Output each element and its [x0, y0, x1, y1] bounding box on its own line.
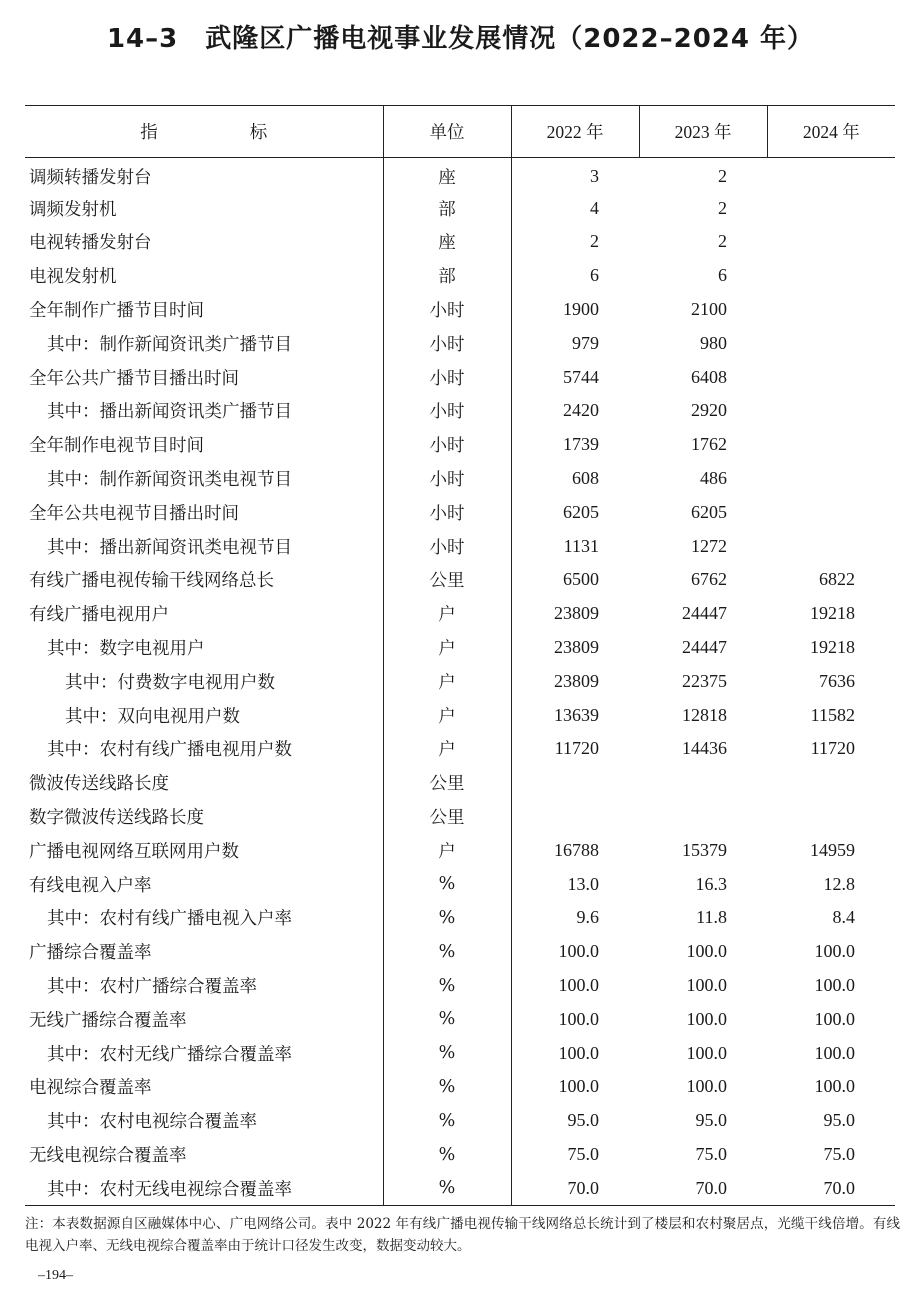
row-value-2024: 12.8	[823, 873, 855, 894]
row-value-2022: 95.0	[567, 1110, 599, 1131]
row-value-2023: 100.0	[686, 1042, 727, 1063]
table-row	[25, 732, 895, 766]
row-value-2022: 100.0	[558, 975, 599, 996]
row-value-2023: 15379	[682, 839, 727, 860]
row-unit: 小时	[383, 360, 511, 394]
row-value-2023: 1272	[691, 535, 727, 556]
row-value-2023: 100.0	[686, 941, 727, 962]
row-value-2024	[767, 158, 895, 192]
row-indicator: 有线广播电视传输干线网络总长	[25, 563, 383, 597]
row-value-2022: 1131	[563, 535, 599, 556]
row-indicator: 广播电视网络互联网用户数	[25, 833, 383, 867]
table-row	[25, 800, 895, 834]
row-value-2022: 3	[590, 166, 599, 187]
row-value-2024: 100.0	[814, 1008, 855, 1029]
table-row	[25, 935, 895, 969]
table-row	[25, 664, 895, 698]
row-value-2024	[767, 259, 895, 293]
row-value-2022: 11720	[554, 738, 599, 759]
table-row	[25, 901, 895, 935]
row-value-2023: 2920	[691, 400, 727, 421]
table-row	[25, 1138, 895, 1172]
table-row	[25, 1070, 895, 1104]
row-value-2024: 7636	[819, 670, 855, 691]
row-unit: 座	[383, 158, 511, 192]
row-value-2022: 23809	[554, 670, 599, 691]
table-row	[25, 529, 895, 563]
table-row	[25, 428, 895, 462]
row-unit: 公里	[383, 766, 511, 800]
row-value-2023: 1762	[691, 434, 727, 455]
row-value-2022: 1739	[563, 434, 599, 455]
row-unit: %	[383, 969, 511, 1003]
row-value-2022: 13639	[554, 704, 599, 725]
row-value-2024: 100.0	[814, 941, 855, 962]
row-value-2022: 70.0	[511, 1171, 639, 1205]
table-row	[25, 158, 895, 192]
row-unit: 户	[383, 833, 511, 867]
row-indicator: 其中：制作新闻资讯类广播节目	[25, 326, 383, 360]
row-indicator: 其中：农村广播综合覆盖率	[25, 969, 383, 1003]
row-indicator: 其中：双向电视用户数	[25, 698, 383, 732]
table-row	[25, 766, 895, 800]
row-unit: %	[383, 1138, 511, 1172]
row-unit: %	[383, 1104, 511, 1138]
row-indicator: 电视转播发射台	[25, 225, 383, 259]
row-indicator: 全年公共电视节目播出时间	[25, 495, 383, 529]
row-unit: 小时	[383, 293, 511, 327]
row-value-2024: 14959	[810, 839, 855, 860]
row-value-2022: 2420	[563, 400, 599, 421]
table-row	[25, 462, 895, 496]
row-value-2022: 23809	[554, 637, 599, 658]
row-value-2022: 13.0	[567, 873, 599, 894]
row-value-2024: 100.0	[814, 1076, 855, 1097]
row-unit: 户	[383, 597, 511, 631]
row-value-2022: 100.0	[558, 1042, 599, 1063]
row-value-2022	[511, 766, 639, 800]
row-indicator: 其中：农村无线广播综合覆盖率	[25, 1036, 383, 1070]
row-unit: %	[383, 901, 511, 935]
header-indicator	[25, 106, 383, 158]
row-indicator: 其中：播出新闻资讯类广播节目	[25, 394, 383, 428]
row-value-2022: 2	[590, 231, 599, 252]
row-value-2023: 2	[718, 231, 727, 252]
row-value-2023: 95.0	[695, 1110, 727, 1131]
table-row	[25, 631, 895, 665]
table-row	[25, 495, 895, 529]
table-row	[25, 191, 895, 225]
table-row	[25, 1002, 895, 1036]
row-value-2023: 2100	[691, 299, 727, 320]
row-value-2022: 75.0	[567, 1144, 599, 1164]
row-value-2023: 11.8	[696, 907, 727, 928]
row-value-2023: 6408	[691, 366, 727, 387]
table-body	[25, 158, 895, 1206]
row-value-2022: 100.0	[558, 941, 599, 962]
row-unit: 小时	[383, 394, 511, 428]
row-value-2023: 100.0	[686, 1076, 727, 1097]
row-value-2022: 1900	[563, 299, 599, 320]
row-value-2024: 8.4	[832, 907, 855, 928]
row-value-2023: 6205	[691, 501, 727, 522]
page-title: 14–3 武隆区广播电视事业发展情况（2022–2024 年）	[106, 24, 815, 54]
header-unit: 单位	[383, 106, 511, 158]
row-indicator: 广播综合覆盖率	[25, 935, 383, 969]
row-unit: 公里	[383, 563, 511, 597]
row-value-2023: 6762	[691, 569, 727, 590]
row-unit: 户	[383, 698, 511, 732]
row-unit: 小时	[383, 529, 511, 563]
table-row	[25, 326, 895, 360]
header-year-2022: 2022 年	[511, 106, 639, 158]
header-year-2024: 2024 年	[767, 106, 895, 158]
row-unit: 户	[383, 664, 511, 698]
row-value-2022: 9.6	[576, 907, 599, 928]
row-indicator: 调频发射机	[25, 191, 383, 225]
row-value-2024: 100.0	[814, 975, 855, 996]
row-unit: 户	[383, 631, 511, 665]
data-table	[25, 105, 895, 1206]
row-value-2024: 75.0	[823, 1144, 855, 1164]
table-header-row	[25, 106, 895, 158]
row-value-2024: 6822	[819, 569, 855, 590]
row-value-2023: 2	[718, 166, 727, 187]
row-indicator: 其中：农村有线广播电视用户数	[25, 732, 383, 766]
row-indicator: 其中：付费数字电视用户数	[25, 664, 383, 698]
table-row	[25, 360, 895, 394]
row-unit: 公里	[383, 800, 511, 834]
row-value-2022: 6500	[563, 569, 599, 590]
row-unit: %	[383, 935, 511, 969]
row-value-2023	[639, 766, 767, 800]
header-year-2023: 2023 年	[639, 106, 767, 158]
row-unit: %	[383, 1036, 511, 1070]
row-indicator: 电视综合覆盖率	[25, 1070, 383, 1104]
row-value-2022: 608	[572, 468, 599, 489]
row-value-2023: 16.3	[695, 873, 727, 894]
table-row	[25, 1104, 895, 1138]
row-value-2023	[639, 800, 767, 834]
row-unit: %	[383, 1002, 511, 1036]
row-indicator: 其中：农村无线电视综合覆盖率	[25, 1171, 383, 1205]
row-unit: %	[383, 1171, 511, 1205]
row-indicator: 电视发射机	[25, 259, 383, 293]
row-value-2023: 70.0	[639, 1171, 767, 1205]
row-value-2023: 6	[718, 265, 727, 286]
row-indicator: 有线广播电视用户	[25, 597, 383, 631]
row-indicator: 全年制作广播节目时间	[25, 293, 383, 327]
table-row	[25, 225, 895, 259]
row-value-2023: 12818	[682, 704, 727, 725]
row-value-2023: 14436	[682, 738, 727, 759]
table-row	[25, 563, 895, 597]
table-row	[25, 698, 895, 732]
row-value-2022: 23809	[554, 603, 599, 624]
row-value-2022: 100.0	[558, 1008, 599, 1029]
row-indicator: 微波传送线路长度	[25, 766, 383, 800]
table-row	[25, 969, 895, 1003]
row-unit: 小时	[383, 428, 511, 462]
header-indicator-char-2: 标	[249, 123, 268, 143]
row-indicator: 有线电视入户率	[25, 867, 383, 901]
row-value-2023: 486	[700, 468, 727, 489]
row-value-2024	[767, 293, 895, 327]
page-number: –194–	[38, 1268, 73, 1283]
table-row	[25, 597, 895, 631]
row-value-2023: 100.0	[686, 975, 727, 996]
row-value-2024	[767, 191, 895, 225]
row-value-2022: 4	[590, 197, 599, 218]
row-indicator: 无线广播综合覆盖率	[25, 1002, 383, 1036]
row-value-2024: 11720	[810, 738, 855, 759]
row-value-2022: 5744	[563, 366, 599, 387]
row-indicator: 数字微波传送线路长度	[25, 800, 383, 834]
row-value-2024: 70.0	[767, 1171, 895, 1205]
table-row	[25, 1171, 895, 1205]
row-value-2024	[767, 326, 895, 360]
table-row	[25, 293, 895, 327]
row-value-2024	[767, 394, 895, 428]
row-indicator: 其中：制作新闻资讯类电视节目	[25, 462, 383, 496]
row-unit: 部	[383, 259, 511, 293]
row-value-2022: 6205	[563, 501, 599, 522]
row-value-2024	[767, 766, 895, 800]
row-value-2023: 100.0	[686, 1008, 727, 1029]
row-unit: 小时	[383, 462, 511, 496]
row-value-2024	[767, 529, 895, 563]
row-value-2024	[767, 428, 895, 462]
row-indicator: 其中：农村电视综合覆盖率	[25, 1104, 383, 1138]
row-value-2022: 16788	[554, 839, 599, 860]
row-value-2023: 75.0	[695, 1144, 727, 1164]
row-value-2022: 979	[572, 332, 599, 353]
row-unit: 部	[383, 191, 511, 225]
row-value-2024	[767, 495, 895, 529]
row-value-2022	[511, 800, 639, 834]
row-indicator: 其中：数字电视用户	[25, 631, 383, 665]
row-value-2022: 100.0	[558, 1076, 599, 1097]
row-value-2024	[767, 225, 895, 259]
row-value-2024: 19218	[810, 603, 855, 624]
table-row	[25, 833, 895, 867]
row-unit: 户	[383, 732, 511, 766]
row-unit: %	[383, 1070, 511, 1104]
row-unit: 小时	[383, 326, 511, 360]
row-indicator: 全年制作电视节目时间	[25, 428, 383, 462]
row-value-2024	[767, 462, 895, 496]
row-unit: 小时	[383, 495, 511, 529]
row-value-2024: 100.0	[814, 1042, 855, 1063]
footnote: 注：本表数据源自区融媒体中心、广电网络公司。表中 2022 年有线广播电视传输干线网络总长统计到了楼层和农村聚居点，光缆干线倍增。有线电视入户率、无线电视综合覆盖率由于统计口径发生改变，数据变动较大。	[25, 1216, 900, 1254]
row-value-2024	[767, 360, 895, 394]
row-indicator: 其中：播出新闻资讯类电视节目	[25, 529, 383, 563]
row-value-2023: 22375	[682, 670, 727, 691]
row-unit: 座	[383, 225, 511, 259]
row-value-2024: 11582	[810, 704, 855, 725]
table-row	[25, 867, 895, 901]
row-indicator: 全年公共广播节目播出时间	[25, 360, 383, 394]
row-indicator: 调频转播发射台	[25, 158, 383, 192]
row-indicator: 其中：农村有线广播电视入户率	[25, 901, 383, 935]
row-indicator: 无线电视综合覆盖率	[25, 1138, 383, 1172]
row-value-2024	[767, 800, 895, 834]
row-value-2023: 24447	[682, 603, 727, 624]
header-indicator-char-1: 指	[140, 123, 158, 143]
row-value-2023: 2	[718, 197, 727, 218]
row-value-2024: 95.0	[823, 1110, 855, 1131]
table-row	[25, 1036, 895, 1070]
row-value-2022: 6	[590, 265, 599, 286]
table-row	[25, 394, 895, 428]
row-value-2023: 24447	[682, 637, 727, 658]
row-value-2024: 19218	[810, 637, 855, 658]
row-unit: %	[383, 867, 511, 901]
row-value-2023: 980	[700, 332, 727, 353]
table-row	[25, 259, 895, 293]
